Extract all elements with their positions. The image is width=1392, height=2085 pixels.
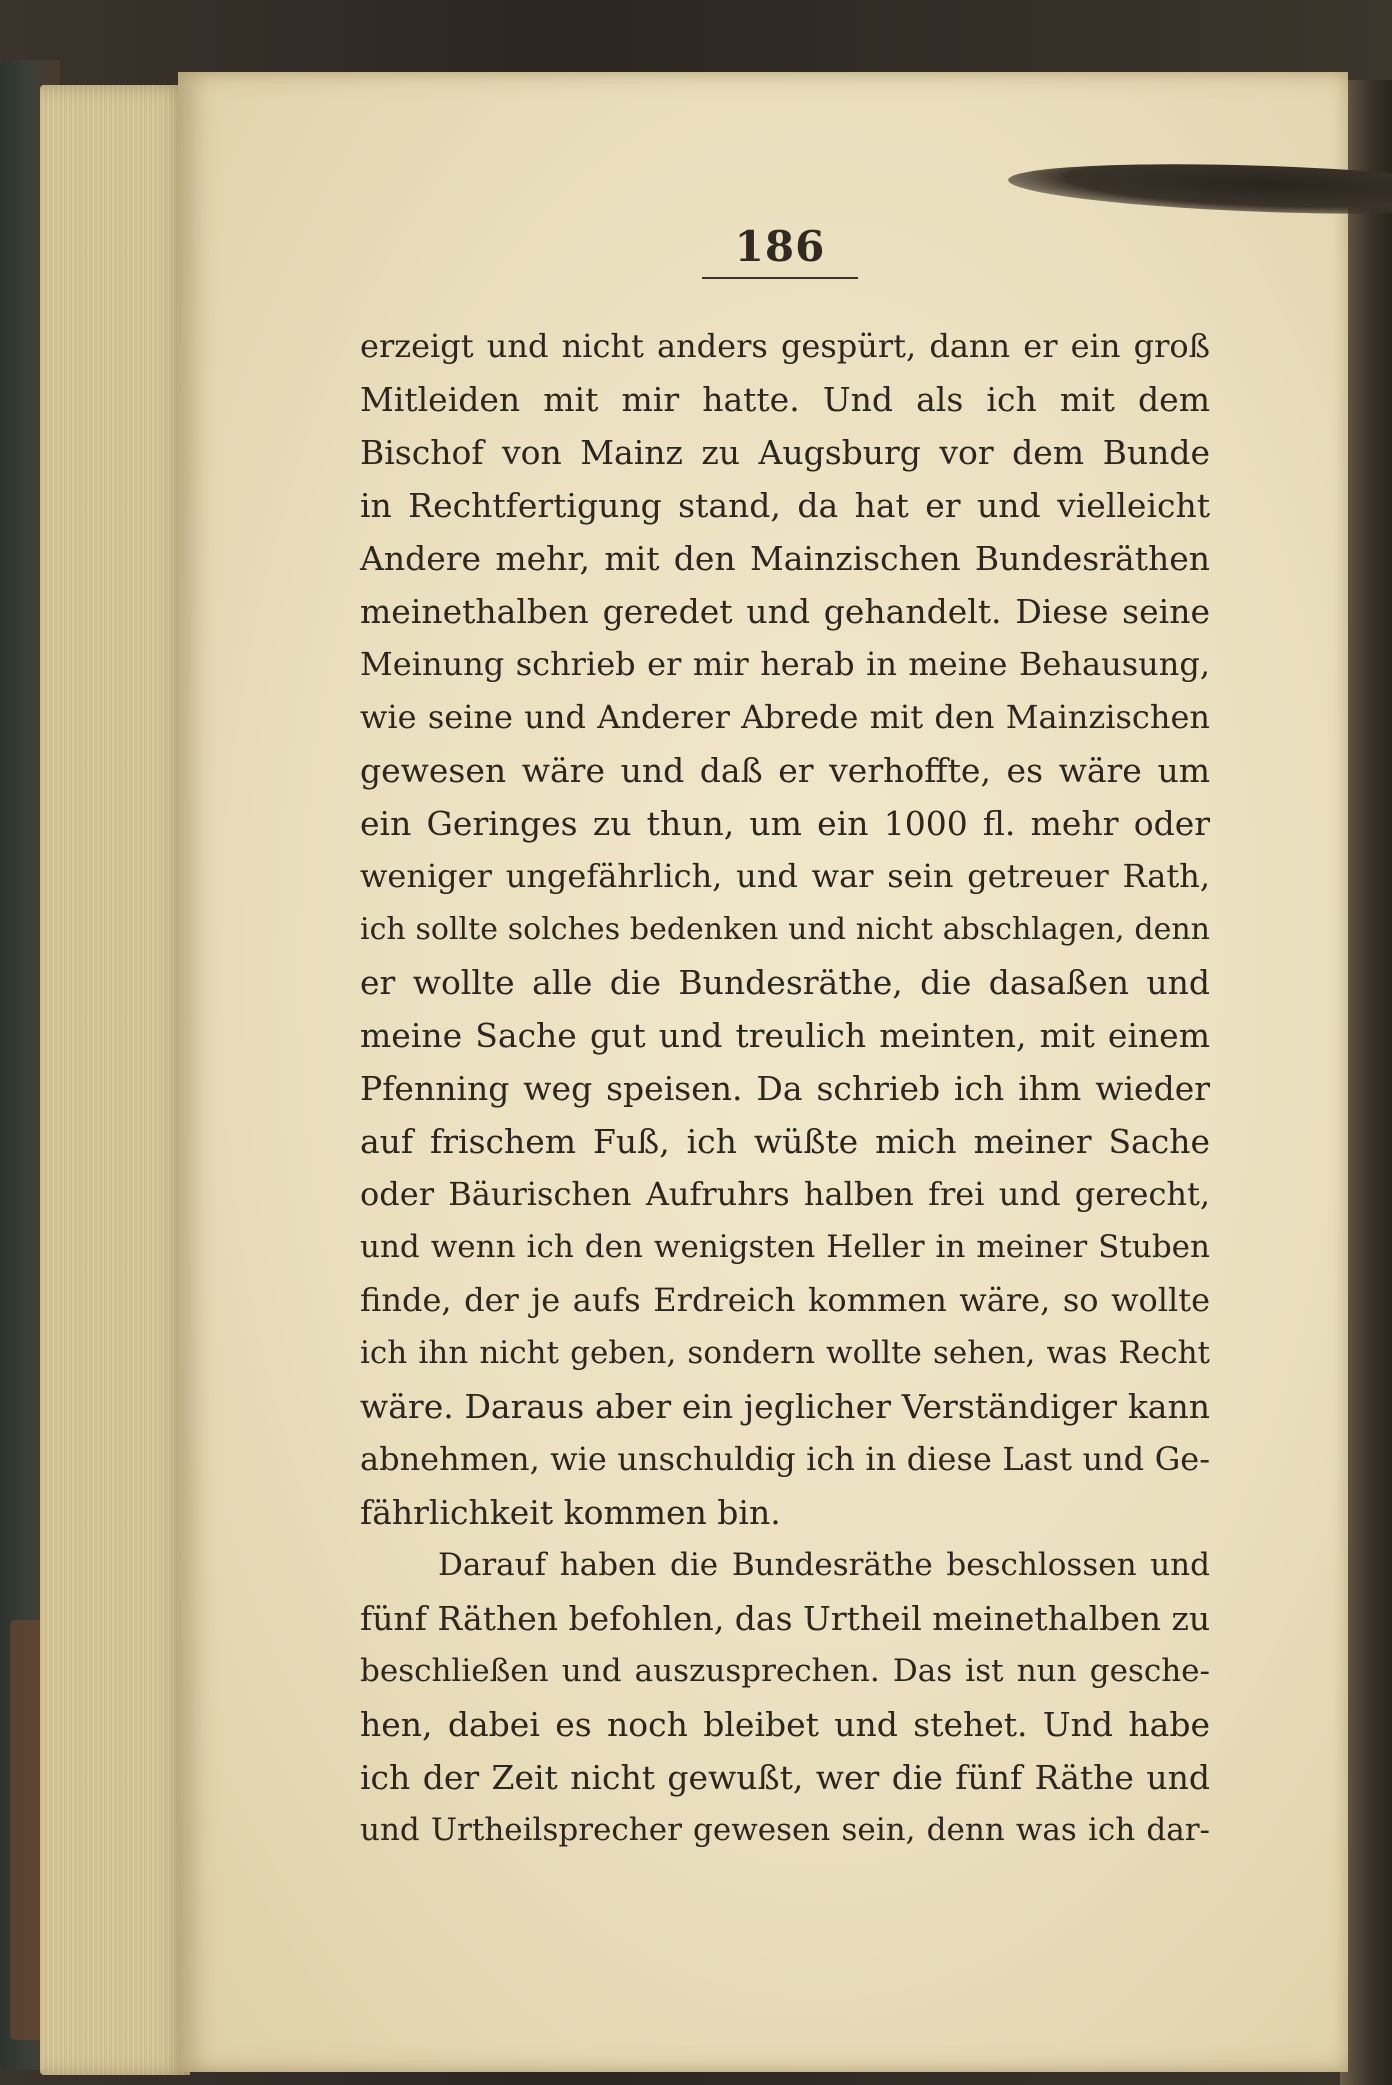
page-number: 186 (734, 222, 826, 271)
text-line: meinethalben geredet und gehandelt. Diese seine (360, 592, 1210, 631)
text-line: weniger ungefährlich, und war sein getreuer Rath, (360, 857, 1210, 895)
text-line: auf frischem Fuß, ich wüßte mich meiner Sache (360, 1122, 1210, 1161)
text-line: ich ihn nicht geben, sondern wollte sehen, was Recht (360, 1335, 1210, 1371)
text-line: Mitleiden mit mir hatte. Und als ich mit dem (360, 380, 1210, 419)
page-stain (1007, 157, 1392, 221)
text-line: oder Bäurischen Aufruhrs halben frei und gerecht, (360, 1175, 1210, 1213)
page-text (360, 320, 1210, 1857)
text-line: beschließen und auszusprechen. Das ist nun gesche- (360, 1653, 1210, 1689)
text-line: ein Geringes zu thun, um ein 1000 fl. mehr oder (360, 804, 1210, 843)
text-line: fährlichkeit kommen bin. (360, 1493, 781, 1532)
text-line: Pfenning weg speisen. Da schrieb ich ihm wieder (360, 1069, 1210, 1108)
text-line: wäre. Daraus aber ein jeglicher Verständiger kann (360, 1387, 1210, 1426)
text-line: abnehmen, wie unschuldig ich in diese Last und Ge- (360, 1440, 1210, 1478)
text-line: wie seine und Anderer Abrede mit den Mainzischen (360, 698, 1210, 736)
text-line: er wollte alle die Bundesräthe, die dasaßen und (360, 963, 1210, 1002)
text-line: Bischof von Mainz zu Augsburg vor dem Bunde (360, 433, 1210, 472)
page-edges-stack (40, 85, 190, 2075)
text-line: gewesen wäre und daß er verhoffte, es wäre um (360, 751, 1210, 790)
text-line: finde, der je aufs Erdreich kommen wäre, so wollte (360, 1281, 1210, 1319)
text-line: in Rechtfertigung stand, da hat er und vielleicht (360, 486, 1210, 525)
text-line: ich sollte solches bedenken und nicht abschlagen, denn (360, 912, 1210, 947)
text-line: und Urtheilsprecher gewesen sein, denn was ich dar- (360, 1812, 1210, 1848)
text-line: und wenn ich den wenigsten Heller in meiner Stuben (360, 1229, 1210, 1265)
text-line: erzeigt und nicht anders gespürt, dann er ein groß (360, 327, 1210, 365)
text-line: ich der Zeit nicht gewußt, wer die fünf Räthe und (360, 1758, 1210, 1797)
text-line: Darauf haben die Bundesräthe beschlossen und (438, 1547, 1210, 1583)
header-rule (702, 277, 858, 279)
text-line: hen, dabei es noch bleibet und stehet. Und habe (360, 1705, 1210, 1744)
page-header (700, 222, 860, 279)
text-line: Andere mehr, mit den Mainzischen Bundesräthen (360, 539, 1210, 578)
text-line: meine Sache gut und treulich meinten, mit einem (360, 1016, 1210, 1055)
text-line: Meinung schrieb er mir herab in meine Behausung, (360, 645, 1210, 683)
text-line: fünf Räthen befohlen, das Urtheil meinethalben zu (360, 1599, 1211, 1638)
